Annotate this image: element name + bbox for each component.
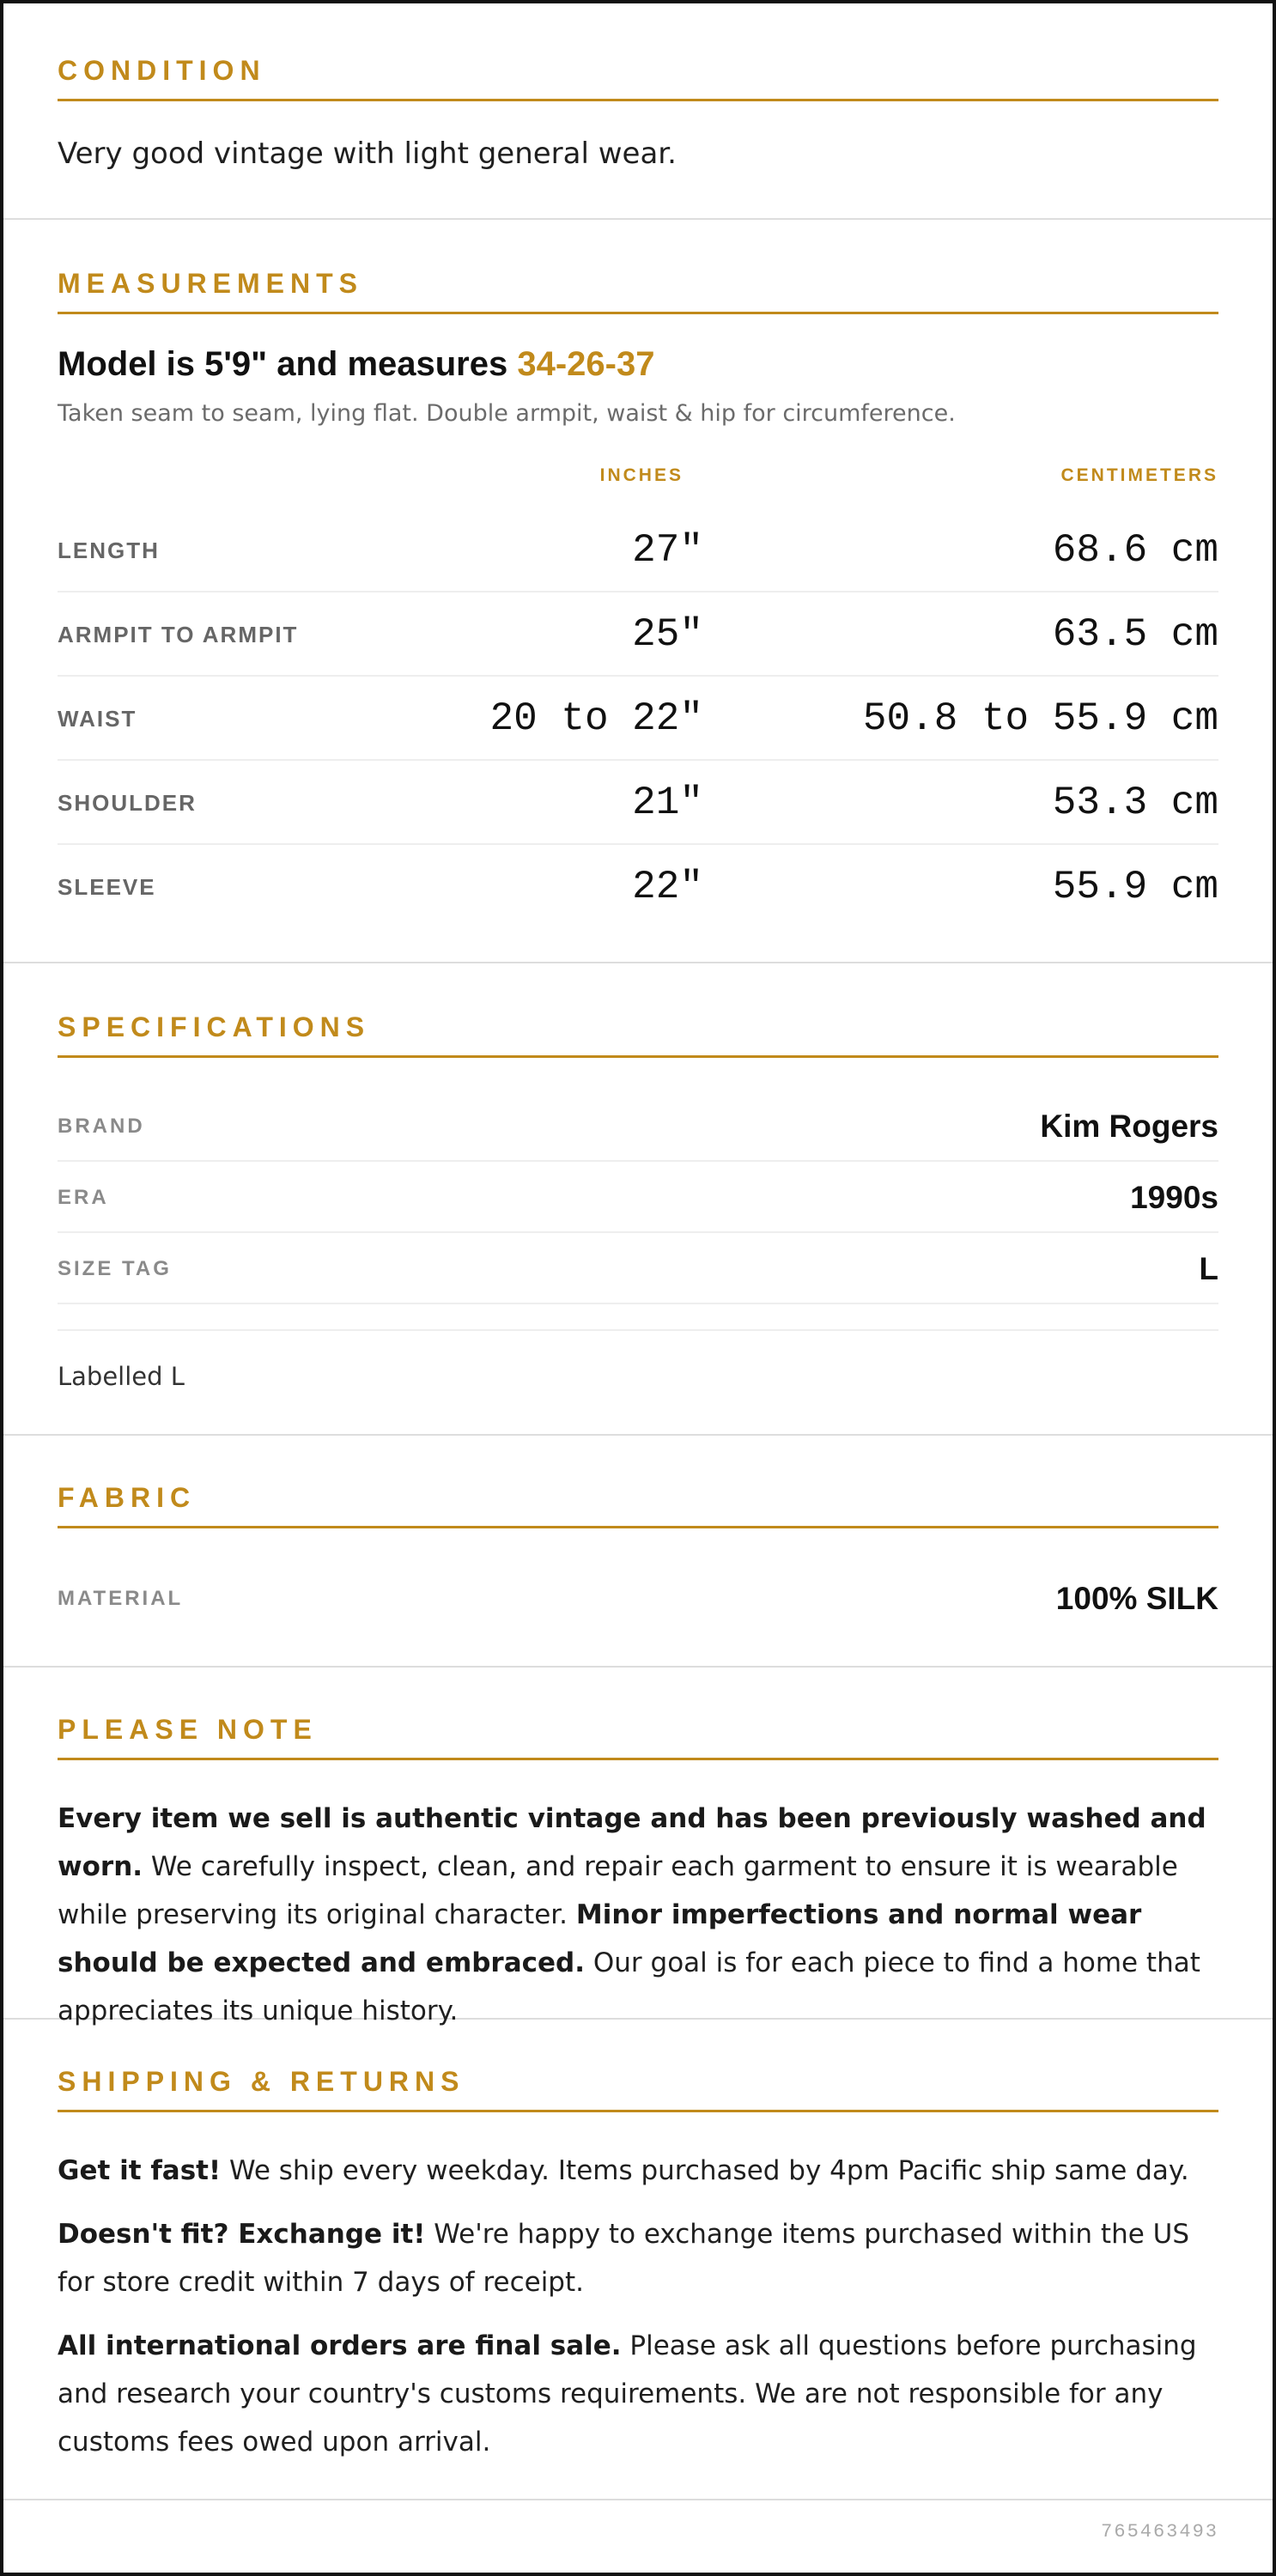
fabric-value: 100% SILK bbox=[1055, 1581, 1218, 1616]
shipping-text-3: Please ask all questions before purchasing and research your country's customs requirements. We are not responsible for any customs fees owed upon arrival. bbox=[58, 2330, 1197, 2458]
measurement-row-length bbox=[58, 508, 1218, 592]
spec-row-era bbox=[58, 1162, 1218, 1233]
measurement-inches: 25" bbox=[632, 612, 703, 657]
shipping-bold-3: All international orders are final sale. bbox=[58, 2330, 622, 2361]
spec-label: SIZE TAG bbox=[58, 1257, 172, 1280]
specifications-heading: SPECIFICATIONS bbox=[58, 1008, 1218, 1058]
measurement-note: Taken seam to seam, lying flat. Double armpit, waist & hip for circumference. bbox=[58, 400, 956, 427]
model-info-prefix: Model is 5'9" and measures bbox=[58, 345, 518, 383]
shipping-paragraph-3 bbox=[58, 2322, 1218, 2466]
shipping-paragraph-1 bbox=[58, 2147, 1218, 2195]
product-id: 765463493 bbox=[1101, 2521, 1218, 2543]
spec-label: BRAND bbox=[58, 1115, 145, 1138]
measurement-label: LENGTH bbox=[58, 538, 160, 563]
column-header-inches: INCHES bbox=[599, 465, 684, 485]
shipping-paragraph-2 bbox=[58, 2210, 1218, 2306]
size-note: Labelled L bbox=[58, 1362, 185, 1391]
please-note-text-2: Our goal is for each piece to find a home that appreciates its unique history. bbox=[58, 1947, 1200, 2026]
condition-heading: CONDITION bbox=[58, 52, 1218, 101]
shipping-text-1: We ship every weekday. Items purchased by 4pm Pacific ship same day. bbox=[221, 2155, 1189, 2186]
please-note-heading: PLEASE NOTE bbox=[58, 1710, 1218, 1760]
spec-row-brand bbox=[58, 1091, 1218, 1162]
spec-row-size-tag bbox=[58, 1233, 1218, 1304]
shipping-heading: SHIPPING & RETURNS bbox=[58, 2063, 1218, 2112]
please-note-text-1: We carefully inspect, clean, and repair each garment to ensure it is wearable while preserving its original character. bbox=[58, 1851, 1178, 1930]
model-info bbox=[58, 345, 654, 384]
measurement-row-sleeve bbox=[58, 845, 1218, 929]
spec-label: ERA bbox=[58, 1186, 109, 1209]
measurement-row-shoulder bbox=[58, 761, 1218, 845]
condition-text: Very good vintage with light general wear. bbox=[58, 137, 677, 171]
measurement-label: SHOULDER bbox=[58, 790, 197, 816]
measurement-cm: 68.6 cm bbox=[1052, 528, 1218, 573]
column-header-centimeters: CENTIMETERS bbox=[1060, 465, 1218, 485]
shipping-text-2: We're happy to exchange items purchased within the US for store credit within 7 days of receipt. bbox=[58, 2219, 1190, 2298]
shipping-bold-1: Get it fast! bbox=[58, 2155, 222, 2186]
spec-value: Kim Rogers bbox=[1040, 1109, 1218, 1144]
please-note-text bbox=[58, 1795, 1218, 2035]
fabric-label: MATERIAL bbox=[58, 1587, 184, 1610]
measurement-label: ARMPIT TO ARMPIT bbox=[58, 622, 299, 647]
please-note-bold-1: Every item we sell is authentic vintage and has been previously washed and worn. bbox=[58, 1803, 1206, 1882]
measurement-cm: 55.9 cm bbox=[1052, 865, 1218, 909]
measurement-cm: 63.5 cm bbox=[1052, 612, 1218, 657]
model-measures: 34-26-37 bbox=[517, 345, 655, 383]
condition-section bbox=[3, 3, 1273, 220]
measurement-row-waist bbox=[58, 677, 1218, 761]
shipping-bold-2: Doesn't fit? Exchange it! bbox=[58, 2219, 426, 2250]
measurement-inches: 20 to 22" bbox=[489, 696, 703, 741]
please-note-bold-2: Minor imperfections and normal wear should be expected and embraced. bbox=[58, 1899, 1142, 1978]
measurement-label: SLEEVE bbox=[58, 874, 156, 900]
spec-value: 1990s bbox=[1130, 1180, 1218, 1215]
fabric-row-material bbox=[58, 1563, 1218, 1634]
measurements-heading: MEASUREMENTS bbox=[58, 264, 1218, 314]
measurement-inches: 22" bbox=[632, 865, 703, 909]
fabric-heading: FABRIC bbox=[58, 1479, 1218, 1528]
measurement-inches: 21" bbox=[632, 781, 703, 825]
measurement-cm: 50.8 to 55.9 cm bbox=[862, 696, 1218, 741]
measurement-row-armpit bbox=[58, 592, 1218, 677]
size-note-divider bbox=[58, 1329, 1218, 1331]
measurement-label: WAIST bbox=[58, 706, 137, 732]
spec-value: L bbox=[1199, 1251, 1218, 1286]
measurement-inches: 27" bbox=[632, 528, 703, 573]
measurement-cm: 53.3 cm bbox=[1052, 781, 1218, 825]
